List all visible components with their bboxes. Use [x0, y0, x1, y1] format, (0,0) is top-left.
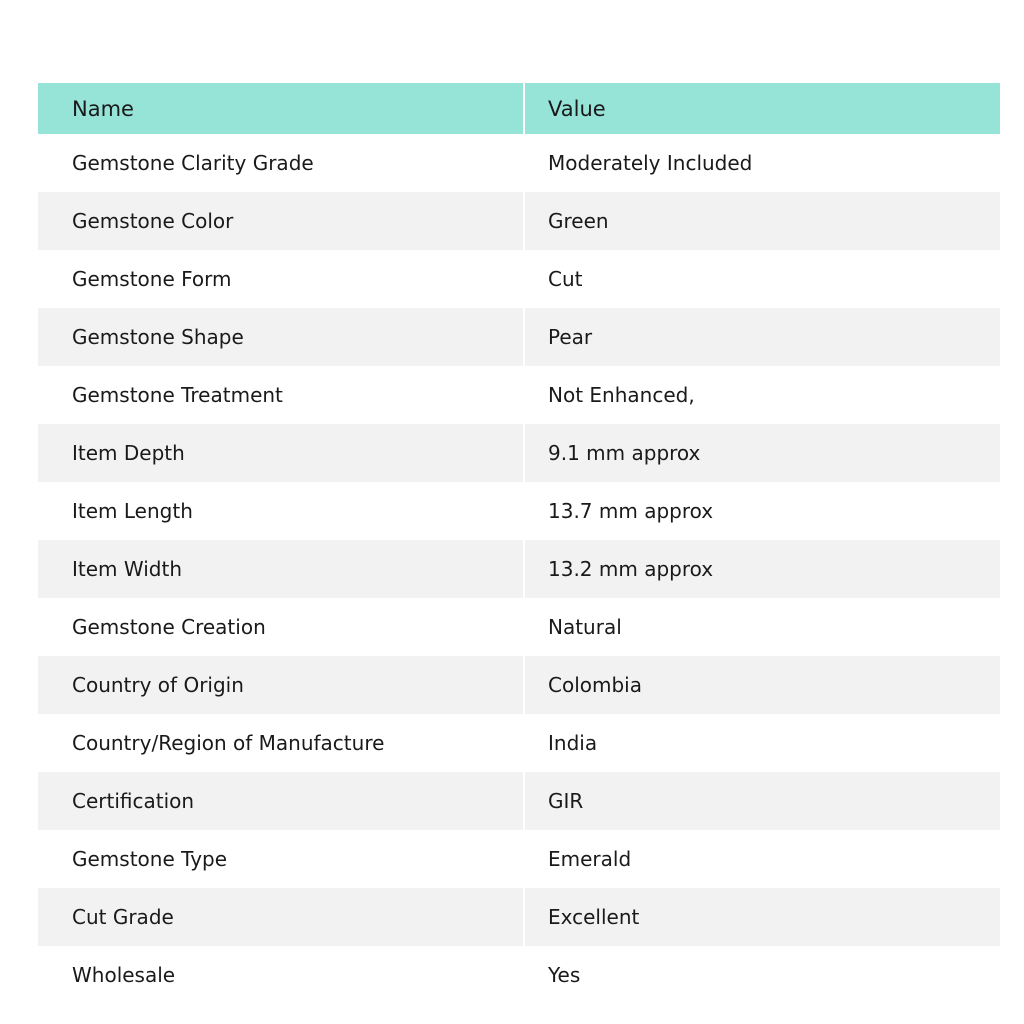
column-header-name: Name [72, 96, 134, 121]
table-row [38, 134, 1000, 192]
table-row [38, 598, 1000, 656]
row-value: Emerald [548, 847, 632, 871]
row-value: GIR [548, 789, 584, 813]
row-name: Gemstone Form [72, 267, 232, 291]
row-value: 9.1 mm approx [548, 441, 701, 465]
row-name: Cut Grade [72, 905, 174, 929]
table-row [38, 656, 1000, 714]
row-value: Natural [548, 615, 622, 639]
row-value: India [548, 731, 598, 755]
row-value: Cut [548, 267, 583, 291]
row-value: 13.2 mm approx [548, 557, 714, 581]
row-name: Certification [72, 789, 195, 813]
table-header-row [38, 83, 1000, 134]
row-value: 13.7 mm approx [548, 499, 714, 523]
row-name: Gemstone Shape [72, 325, 244, 349]
table-row [38, 366, 1000, 424]
table-row [38, 540, 1000, 598]
row-value: Moderately Included [548, 151, 753, 175]
row-name: Gemstone Treatment [72, 383, 283, 407]
column-header-value: Value [548, 96, 606, 121]
table-row [38, 946, 1000, 1004]
row-name: Gemstone Clarity Grade [72, 151, 314, 175]
row-value: Yes [548, 963, 581, 987]
table-row [38, 888, 1000, 946]
table-row [38, 714, 1000, 772]
row-name: Item Depth [72, 441, 185, 465]
table-row [38, 830, 1000, 888]
row-value: Green [548, 209, 609, 233]
table-row [38, 424, 1000, 482]
table-row [38, 250, 1000, 308]
row-name: Country/Region of Manufacture [72, 731, 385, 755]
row-value: Excellent [548, 905, 640, 929]
table-row [38, 772, 1000, 830]
row-name: Gemstone Color [72, 209, 234, 233]
table-row [38, 192, 1000, 250]
row-value: Not Enhanced, [548, 383, 695, 407]
table-row [38, 308, 1000, 366]
row-name: Item Width [72, 557, 182, 581]
row-name: Gemstone Type [72, 847, 228, 871]
row-name: Gemstone Creation [72, 615, 266, 639]
table-row [38, 482, 1000, 540]
row-value: Pear [548, 325, 593, 349]
row-name: Country of Origin [72, 673, 244, 697]
row-value: Colombia [548, 673, 642, 697]
row-name: Item Length [72, 499, 193, 523]
spec-table [38, 83, 1000, 1004]
row-name: Wholesale [72, 963, 176, 987]
